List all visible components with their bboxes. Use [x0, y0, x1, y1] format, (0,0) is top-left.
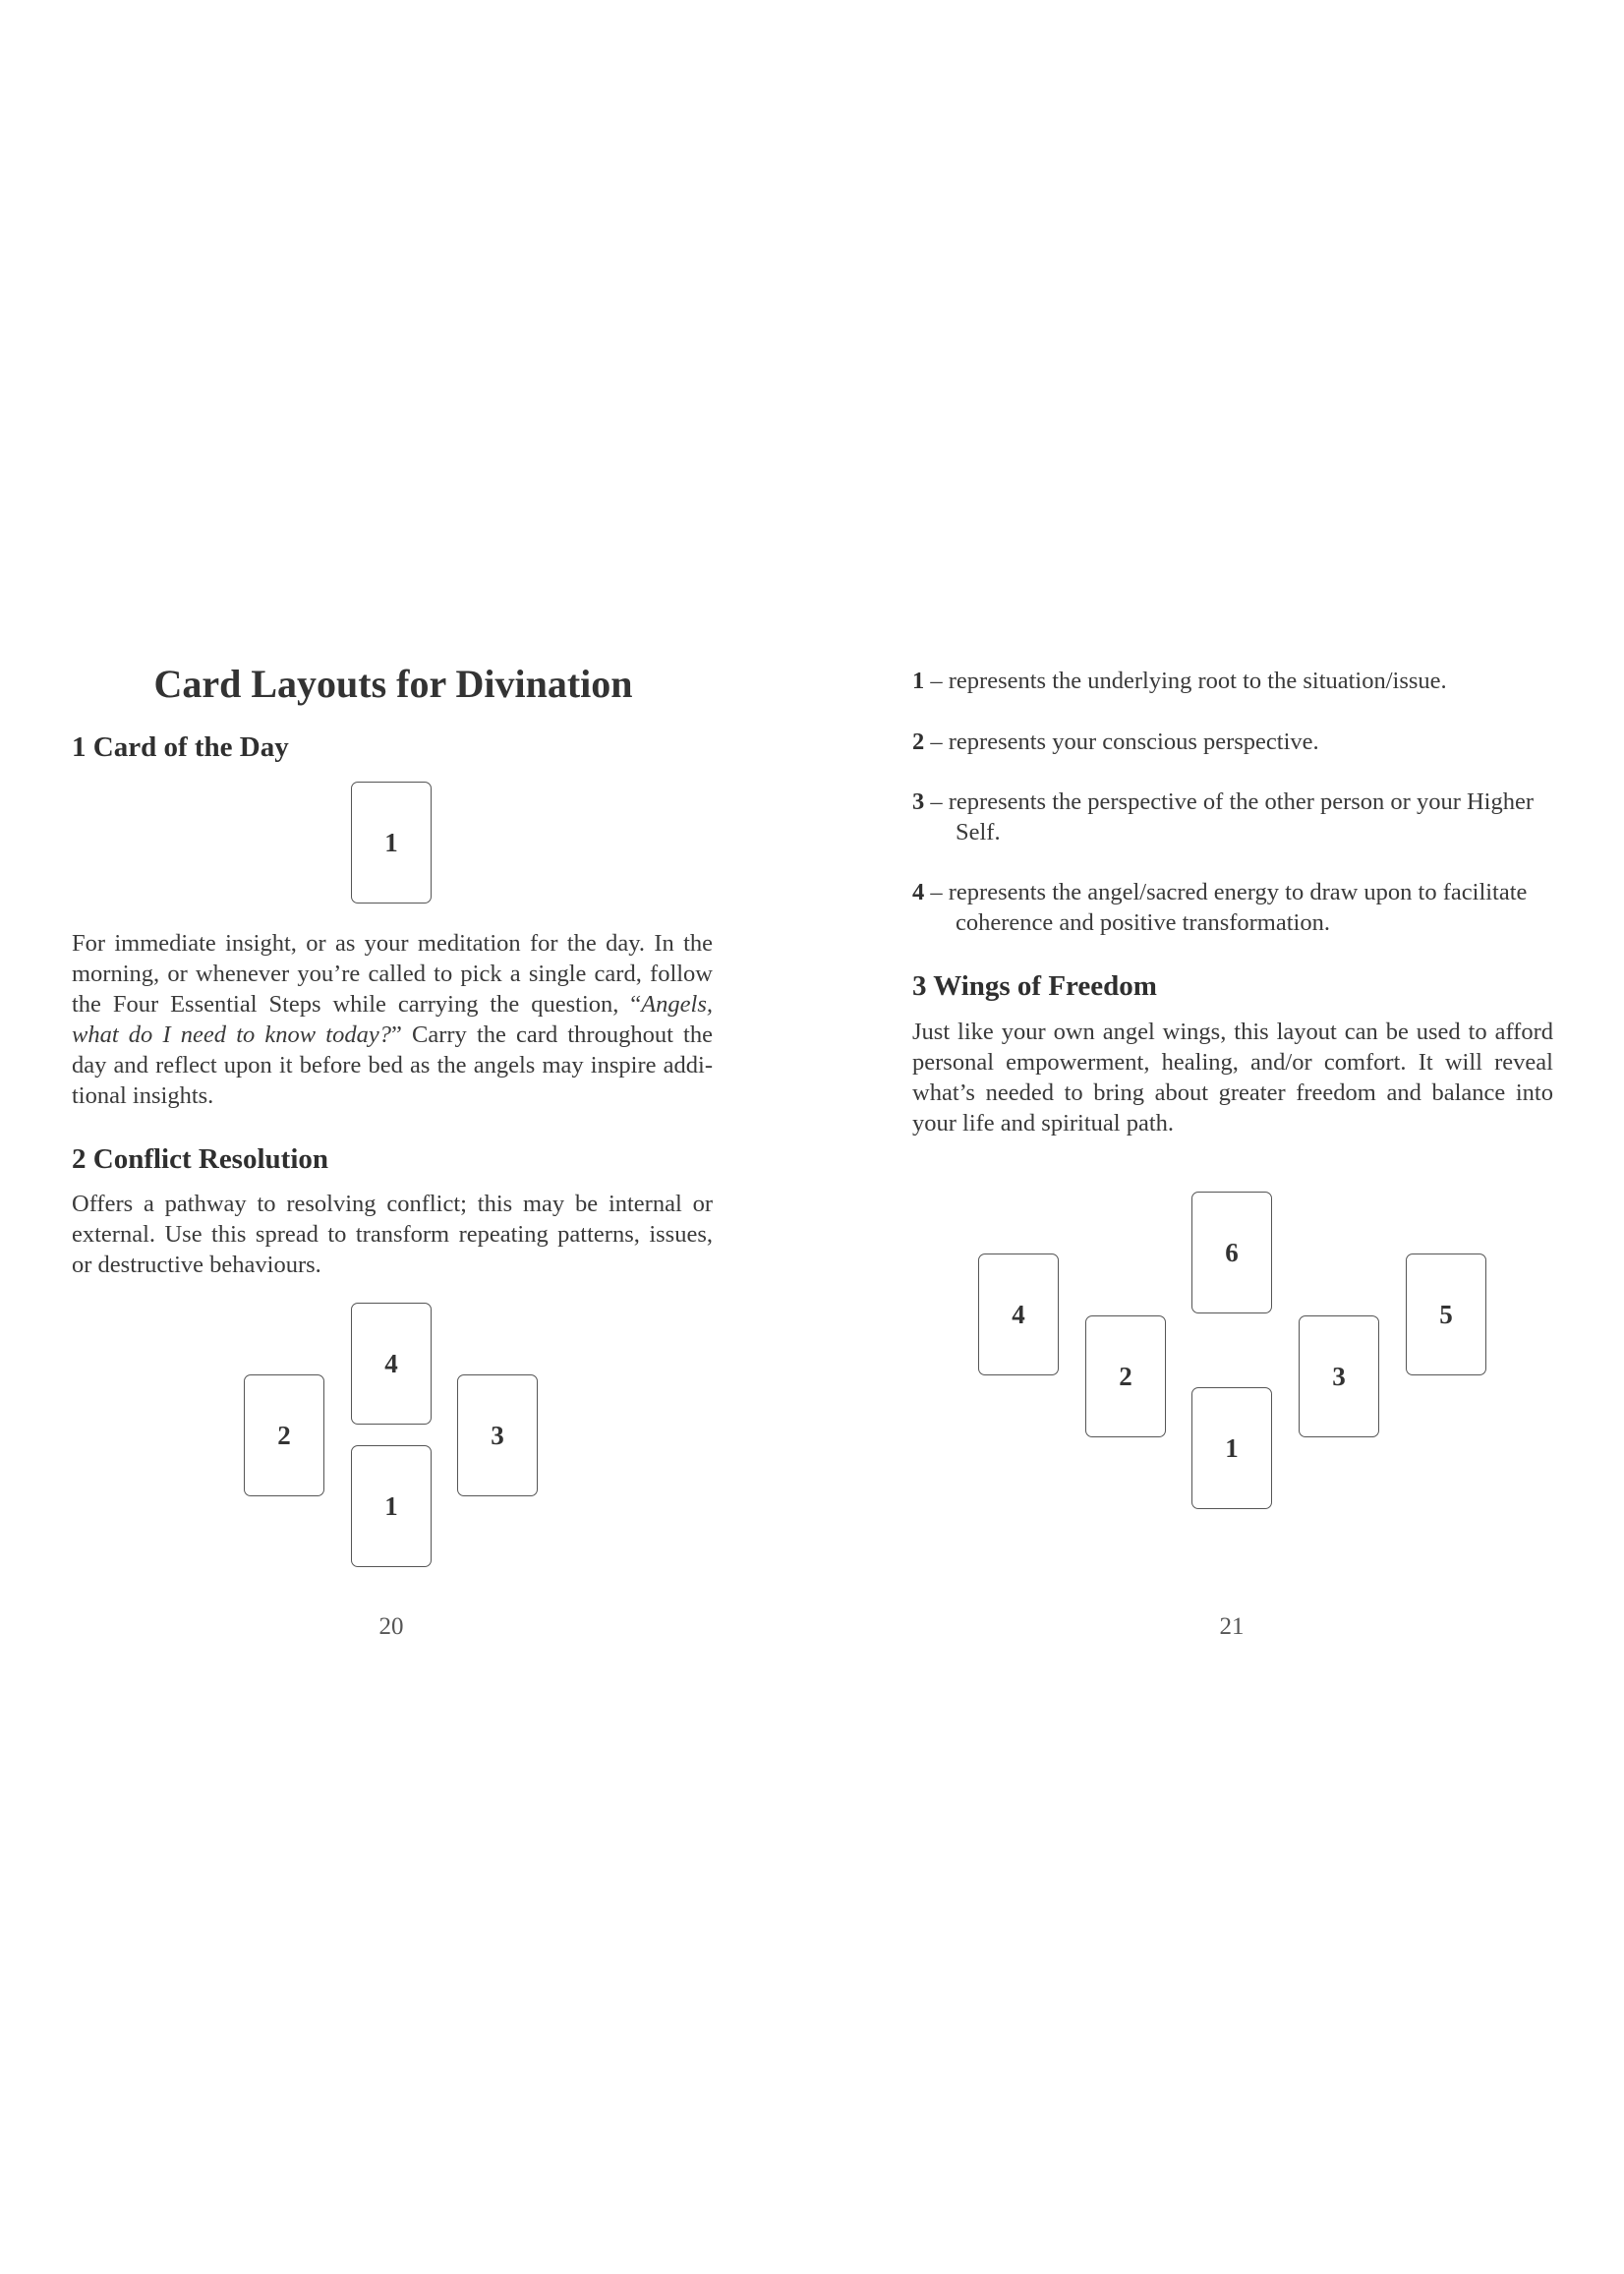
section-heading-wings-of-freedom: 3 Wings of Freedom: [912, 970, 1157, 1002]
meaning-item: 3 – represents the perspective of the other person or your Higher Self.: [912, 788, 1535, 845]
section-heading-conflict-resolution: 2 Conflict Resolution: [72, 1143, 328, 1175]
card-number: 5: [1439, 1299, 1453, 1329]
layout-card: [978, 1254, 1059, 1375]
wings-of-freedom-paragraph: [912, 1017, 1553, 1138]
layout-card: [457, 1374, 538, 1496]
card-number: 1: [1225, 1432, 1239, 1463]
meaning-item: 4 – represents the angel/sacred energy to draw upon to facilitate coherence and positive transformation.: [912, 879, 1528, 936]
card-of-the-day-paragraph: [72, 928, 713, 1111]
layout-card: [1299, 1315, 1379, 1437]
card-number: 6: [1225, 1237, 1239, 1267]
paragraph-line: or destructive behaviours.: [72, 1252, 321, 1278]
layout-card: [351, 782, 432, 904]
card-number: 4: [384, 1348, 398, 1378]
card-number: 3: [1332, 1361, 1346, 1391]
paragraph-line: what’s needed to bring about greater freedom and balance into: [912, 1079, 1553, 1106]
paragraph-line: day and reflect upon it before bed as the angels may inspire addi-: [72, 1052, 713, 1079]
page-number: 20: [378, 1613, 404, 1640]
page-title: Card Layouts for Divination: [153, 662, 633, 706]
paragraph-line: external. Use this spread to transform repeating patterns, issues,: [72, 1221, 713, 1248]
meaning-item: 1 – represents the underlying root to the situation/issue.: [912, 668, 1447, 694]
card-number: 4: [1012, 1299, 1025, 1329]
card-number: 3: [491, 1420, 504, 1450]
paragraph-line: what do I need to know today?” Carry the card throughout the: [72, 1021, 713, 1048]
layout-card: [244, 1374, 324, 1496]
paragraph-line: morning, or whenever you’re called to pick a single card, follow: [72, 961, 713, 987]
layout-card: [1191, 1387, 1272, 1509]
layout-card: [1406, 1254, 1486, 1375]
layout-card: [351, 1445, 432, 1567]
paragraph-line: the Four Essential Steps while carrying the question, “Angels,: [72, 991, 713, 1018]
card-number: 1: [384, 1490, 398, 1521]
meaning-item: 2 – represents your conscious perspective.: [912, 729, 1319, 755]
paragraph-line: personal empowerment, healing, and/or comfort. It will reveal: [912, 1049, 1553, 1076]
section-heading-card-of-the-day: 1 Card of the Day: [72, 731, 289, 763]
paragraph-line: your life and spiritual path.: [912, 1110, 1175, 1137]
card-number: 1: [384, 827, 398, 857]
card-number: 2: [1119, 1361, 1132, 1391]
paragraph-line: Offers a pathway to resolving conflict; this may be internal or: [72, 1191, 713, 1217]
paragraph-line: tional insights.: [72, 1082, 214, 1109]
layout-card: [1191, 1192, 1272, 1313]
paragraph-line: For immediate insight, or as your meditation for the day. In the: [72, 930, 713, 957]
layout-card: [1085, 1315, 1166, 1437]
page-number: 21: [1219, 1613, 1245, 1640]
layout-card: [351, 1303, 432, 1425]
paragraph-line: Just like your own angel wings, this layout can be used to afford: [912, 1019, 1553, 1045]
conflict-resolution-paragraph: [72, 1189, 713, 1280]
card-number: 2: [277, 1420, 291, 1450]
